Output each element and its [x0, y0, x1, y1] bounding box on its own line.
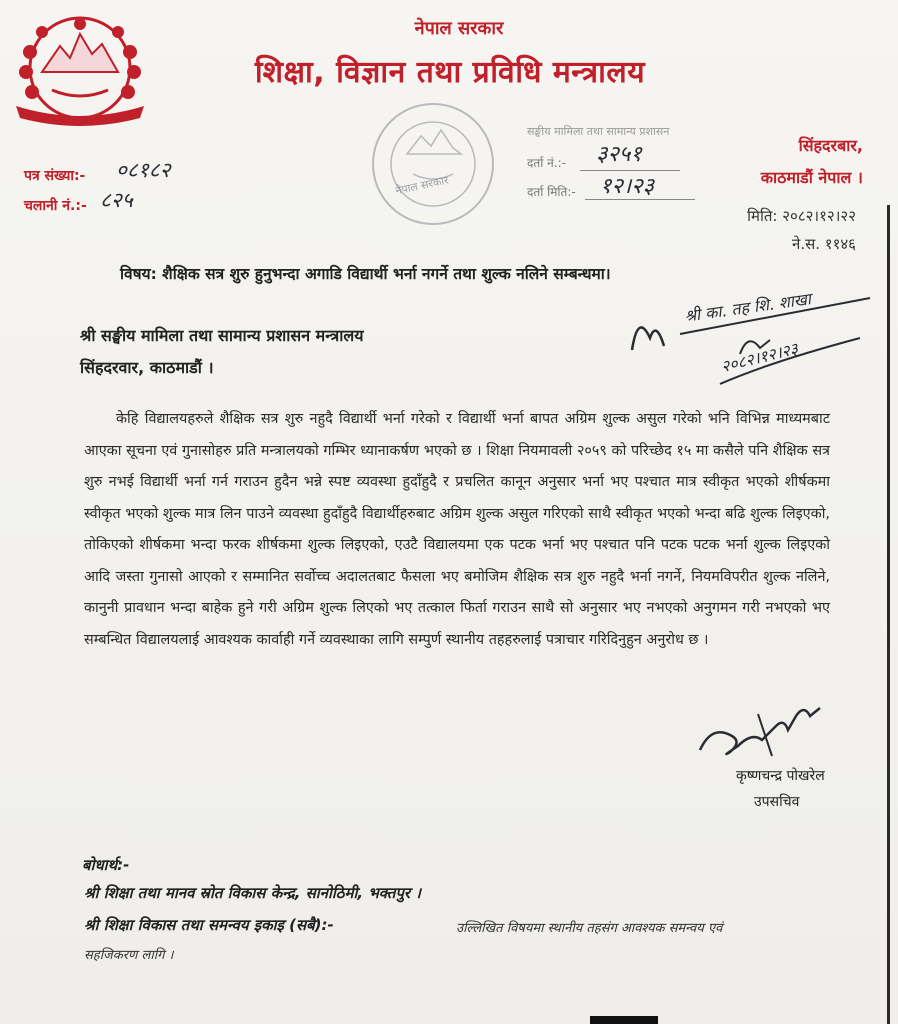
addressee-line-2: सिंहदरवार, काठमाडौं ।	[80, 358, 214, 377]
address-line-1: सिंहदरबार,	[798, 136, 863, 155]
handwritten-note-line-2: २०८२।१२।२३	[718, 338, 800, 377]
ministry-title: शिक्षा, विज्ञान तथा प्रविधि मन्त्रालय	[254, 55, 646, 90]
signature-mark	[692, 696, 834, 766]
government-title: नेपाल सरकार	[414, 18, 504, 39]
darta-number-value: ३२५१	[596, 142, 642, 167]
bottom-edge-bar	[590, 1016, 658, 1024]
patra-sankhya-label: पत्र संख्या:-	[24, 168, 86, 184]
cc-item-2-note-b: सहजिकरण लागि ।	[84, 948, 174, 963]
nepal-sambat-date: ने.स. ११४६	[792, 235, 856, 253]
darta-date-label: दर्ता मिति:-	[527, 185, 576, 199]
cc-item-1: श्री शिक्षा तथा मानव स्रोत विकास केन्द्र, सानोठिमी, भक्तपुर ।	[84, 884, 421, 902]
chalani-value: ८२५	[100, 188, 133, 212]
chalani-label: चलानी नं.:-	[24, 198, 87, 214]
page-edge-line	[887, 205, 890, 1024]
seal-text: नेपाल सरकार	[394, 173, 450, 198]
addressee-line-1: श्री सङ्घीय मामिला तथा सामान्य प्रशासन मन्त्रालय	[80, 326, 364, 345]
cc-heading: बोधार्थ:-	[82, 856, 130, 874]
ministry-seal-stamp	[355, 92, 520, 242]
letter-body: केहि विद्यालयहरुले शैक्षिक सत्र शुरु नहुदै विद्यार्थी भर्ना गरेको र विद्यार्थी भर्ना बापत अग्रिम शुल्क असुल गरेको भनि विभिन्न माध्यमबाट आएका सूचना एवं गुनासोहरु प्रति मन्त्रालयको गम्भिर ध्यानाकर्षण भएको छ । शिक्षा नियमावली २०५९ को परिच्छेद १५ मा कसैले पनि शैक्षिक सत्र शुरु नभई विद्यार्थी भर्ना गर्न गराउन हुदैन भन्ने स्पष्ट व्यवस्था हुदाँहुदै र प्रचलित कानून अनुसार भर्ना भए पश्चात मात्र स्वीकृत भएको शीर्षकमा स्वीकृत भएको शुल्क मात्र लिन पाउने व्यवस्था हुदाँहुदै विद्यार्थीहरुबाट अग्रिम शुल्क असुल गरिएको साथै स्वीकृत भएको भन्दा बढि शुल्क लिइएको, तोकिएको शीर्षकमा भन्दा फरक शीर्षकमा शुल्क लिइएको, एउटै विद्यालयमा एक पटक भर्ना भए पश्चात पनि पटक पटक भर्ना शुल्क लिइएको आदि जस्ता गुनासो आएको र सम्मानित सर्वोच्च अदालतबाट फैसला भए बमोजिम शैक्षिक सत्र शुरु नहुदै भर्ना नगर्ने, नियमविपरीत शुल्क नलिने, कानुनी प्रावधान भन्दा बाहेक हुने गरी अग्रिम शुल्क लिएको भए तत्काल फिर्ता गराउन साथै सो अनुसार भए नभएको अनुगमन गरी नभएको भए सम्बन्धित विद्यालयलाई आवश्यक कार्वाही गर्ने व्यवस्थाका लागि सम्पुर्ण स्थानीय तहहरुलाई पत्राचार गरिदिनुहुन अनुरोध छ ।	[84, 411, 830, 648]
handwritten-note-line-1: श्री का. तह शि. शाखा	[683, 289, 813, 326]
darta-date-value: १२।२३	[600, 174, 655, 199]
signatory-title: उपसचिव	[754, 794, 800, 810]
letter-subject: विषय: शैक्षिक सत्र शुरु हुनुभन्दा अगाडि विद्यार्थी भर्ना नगर्ने तथा शुल्क नलिने सम्बन्धमा।	[120, 265, 611, 283]
darta-number-label: दर्ता नं.:-	[527, 156, 566, 170]
cc-item-2-note-a: उल्लिखित विषयमा स्थानीय तहसंग आवश्यक समन्वय एवं	[456, 921, 723, 936]
nepal-emblem-icon	[12, 2, 148, 132]
letter-date: मिति: २०८२।१२।२२	[747, 207, 856, 225]
registration-office-label: सङ्घीय मामिला तथा सामान्य प्रशासन	[527, 125, 670, 138]
signatory-name: कृष्णचन्द्र पोखरेल	[736, 768, 825, 784]
cc-item-2: श्री शिक्षा विकास तथा समन्वय इकाइ (सबै):-	[84, 916, 334, 934]
patra-sankhya-value: ०८१८२	[116, 158, 171, 182]
address-line-2: काठमाडौं नेपाल ।	[760, 168, 863, 187]
